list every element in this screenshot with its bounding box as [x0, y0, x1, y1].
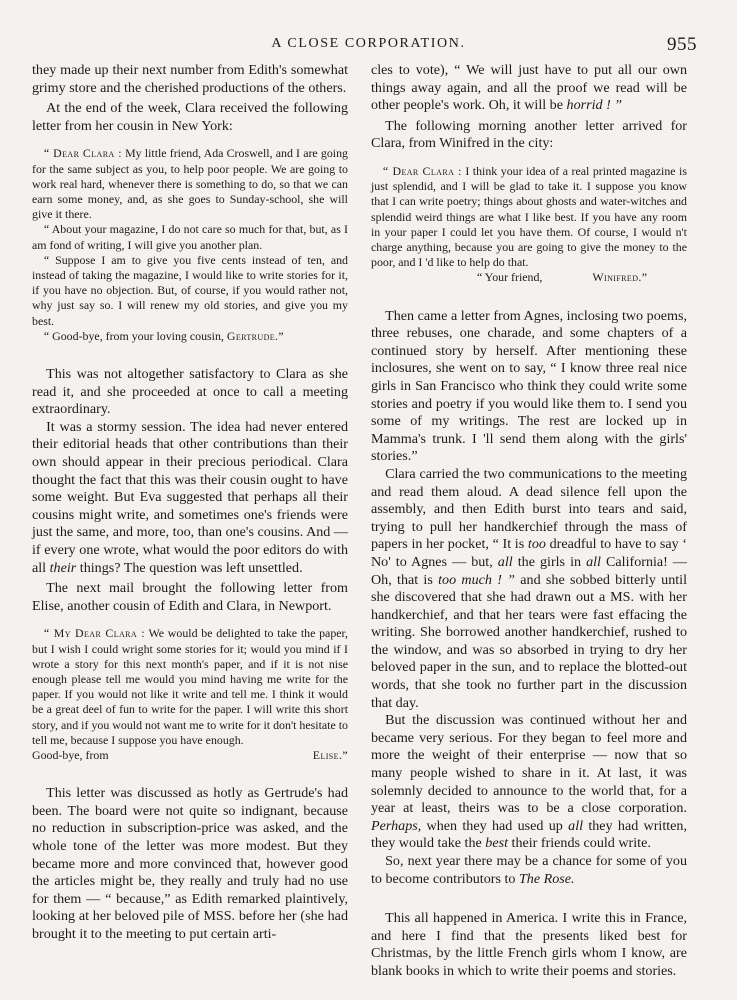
emphasis: all	[497, 553, 513, 570]
text-run: It was a stormy session. The idea had never entered their editorial heads that other contributions than their own should appear in their precious periodical. Clara thought the fact that this was their cousin ought to have some weight. But Eva suggested that perhaps all their cousins might write, and sometimes one's friends were just the same, and more, too, than one's cousins. And — if every one wrote, what would the poor editors do with all	[32, 418, 348, 576]
emphasis: The Rose.	[518, 870, 575, 887]
paragraph: The following morning another letter arrived for Clara, from Winifred in the city:	[371, 117, 687, 152]
emphasis: Perhaps	[371, 817, 418, 834]
running-title: A CLOSE CORPORATION.	[271, 36, 466, 51]
text-run: , when they had used up	[417, 817, 569, 834]
letter-paragraph: “ Suppose I am to give you five cents instead of ten, and instead of taking the magazine, I would like to write stories for it, if you have no objection. But, of course, if you would rather not, why just say so. I will renew my old stories, and give you my best.	[32, 252, 348, 328]
letter-signature: Winifred.”	[592, 270, 648, 285]
text-run: But the discussion was continued without her and became very serious. For they began to feel more and more the weight of their enterprise — now that so many people wished to share in it. At last, it was solemnly decided to announce to the world that, for a year at least, theirs was to be a close corporation.	[371, 712, 687, 817]
emphasis: too	[527, 536, 546, 553]
paragraph: This all happened in America. I write this in France, and here I find that the presents liked best for Christmas, by the little French girls whom I know, are blank books in which to write their poems and stories.	[371, 910, 687, 979]
text-run: Clara carried the two communications to the meeting and read them aloud. A dead silence fell upon the assembly, and then Edith burst into tears and said, trying to pull her handkerchief through the mass of papers in her pocket, “ It is	[371, 465, 687, 553]
left-column	[32, 62, 348, 944]
text-run: dreadful to have to say ‘ No' to Agnes — but,	[371, 536, 688, 570]
text-run: they had written, they would take the	[371, 817, 687, 852]
emphasis: their	[49, 559, 77, 576]
emphasis: horrid ! ”	[566, 97, 623, 114]
letter-signature: Elise.”	[312, 747, 348, 762]
paragraph: At the end of the week, Clara received the following letter from her cousin in New York:	[32, 100, 348, 134]
letter-paragraph	[32, 626, 348, 748]
emphasis: best	[485, 835, 508, 852]
page-number: 955	[667, 34, 697, 55]
text-run: California! — Oh, that is	[371, 553, 687, 588]
letter-gertrude	[32, 146, 348, 344]
letter-paragraph	[32, 329, 348, 344]
paragraph: The next mail brought the following letter from Elise, another cousin of Edith and Clara, in Newport.	[32, 580, 348, 614]
letter-elise	[32, 626, 348, 763]
letter-paragraph	[371, 164, 687, 270]
letter-text: I think your idea of a real printed magazine is just splendid, and I will be glad to take it. I suppose you know that I can write poetry; things about ghosts and water-witches and splendid weird things are what I like best. If you have any room in your paper I could let you have them. Of course, I would n't charge anything, because you are going to give the money to the poor, and I 'd like to help do that.	[371, 163, 687, 270]
emphasis: too much ! ”	[438, 571, 516, 588]
text-run: and she sobbed bitterly until she discovered that she had drawn out a MS. with her handkerchief, and that her tears were fast effacing the writing. She borrowed another handkerchief, rushed to the window, and was so absorbed in trying to dry her beloved paper in the sun, and to replace the blotted-out words, that she took no further part in the discussion that day.	[371, 571, 688, 711]
paragraph	[371, 62, 687, 115]
letter-winifred	[371, 164, 687, 286]
paragraph: This was not altogether satisfactory to Clara as she read it, and she proceeded at once to call a meeting extraordinary.	[32, 366, 348, 418]
letter-salutation: “ Dear Clara :	[382, 163, 462, 178]
page-header	[0, 36, 737, 58]
right-column	[371, 62, 687, 981]
paragraph	[32, 419, 348, 577]
emphasis: all	[586, 553, 601, 570]
text-run: So, next year there may be a chance for some of you to become contributors to	[371, 853, 687, 887]
letter-closing: “ Good-bye, from your loving cousin,	[43, 328, 224, 343]
letter-signoff	[371, 270, 687, 285]
letter-signature: Gertrude.”	[226, 328, 285, 343]
paragraph	[371, 712, 687, 853]
text-run: the girls in	[512, 553, 587, 570]
emphasis: all	[568, 817, 584, 834]
letter-text: We would be delighted to take the paper, but I wish I could wright some stories for it; would you mind if I wrote a story for this next month's paper, and if it is not nise enough please tell me would you mind having me write for the paper. If you would not like it write and tell me. I think it would be a great deel of fun to write for the paper. I will write this short story, and if you would not want me to write for it don't hesitate to tell me, because I suppose you have enough.	[32, 626, 349, 747]
paragraph: they made up their next number from Edith's somewhat grimy store and the cherished productions of the others.	[32, 62, 348, 96]
paragraph	[371, 466, 687, 712]
text-run: their friends could write.	[508, 835, 651, 852]
letter-salutation: “ Dear Clara :	[43, 146, 122, 161]
paragraph	[371, 853, 687, 888]
text-run: things? The question was left unsettled.	[76, 559, 303, 576]
paragraph: Then came a letter from Agnes, inclosing two poems, three rebuses, one charade, and some chapters of a continued story by herself. After mentioning these inclosures, she went on to say, “ I know three real nice girls in San Francisco who think they could write some stories and poetry if you would like them to. I send you some of my writings. The rest are locked up in Mamma's trunk. I 'll send them along with the girls' stories.”	[371, 307, 687, 465]
letter-paragraph: “ About your magazine, I do not care so much for that, but, as I am fond of writing, I will give you another plan.	[32, 222, 348, 252]
letter-closing: “ Your friend,	[477, 270, 543, 285]
letter-salutation: “ My Dear Clara :	[43, 626, 145, 641]
letter-text: My little friend, Ada Croswell, and I are going for the same subject as you, to help poor people. We are going to work real hard, whenever there is something to do, so that we can earn some money, and, as she goes to Sunday-school, she will give it there.	[32, 146, 348, 222]
letter-closing: Good-bye, from	[32, 747, 109, 762]
letter-signoff	[32, 748, 348, 763]
paragraph: This letter was discussed as hotly as Gertrude's had been. The board were not quite so indignant, because no reduction in subscription-price was asked, and the whole tone of the letter was more modest. But they became more and more convinced that, however good the articles might be, they really and truly had no use for them — “ because,” as Edith remarked plaintively, looking at her beloved pile of MSS. before her (she had brought it to the meeting to put certain arti-	[32, 785, 348, 942]
letter-paragraph	[32, 146, 348, 222]
text-run: cles to vote), “ We will just have to put all our own things away again, and all the proof we read will be other people's work. Oh, it will be	[371, 62, 687, 114]
